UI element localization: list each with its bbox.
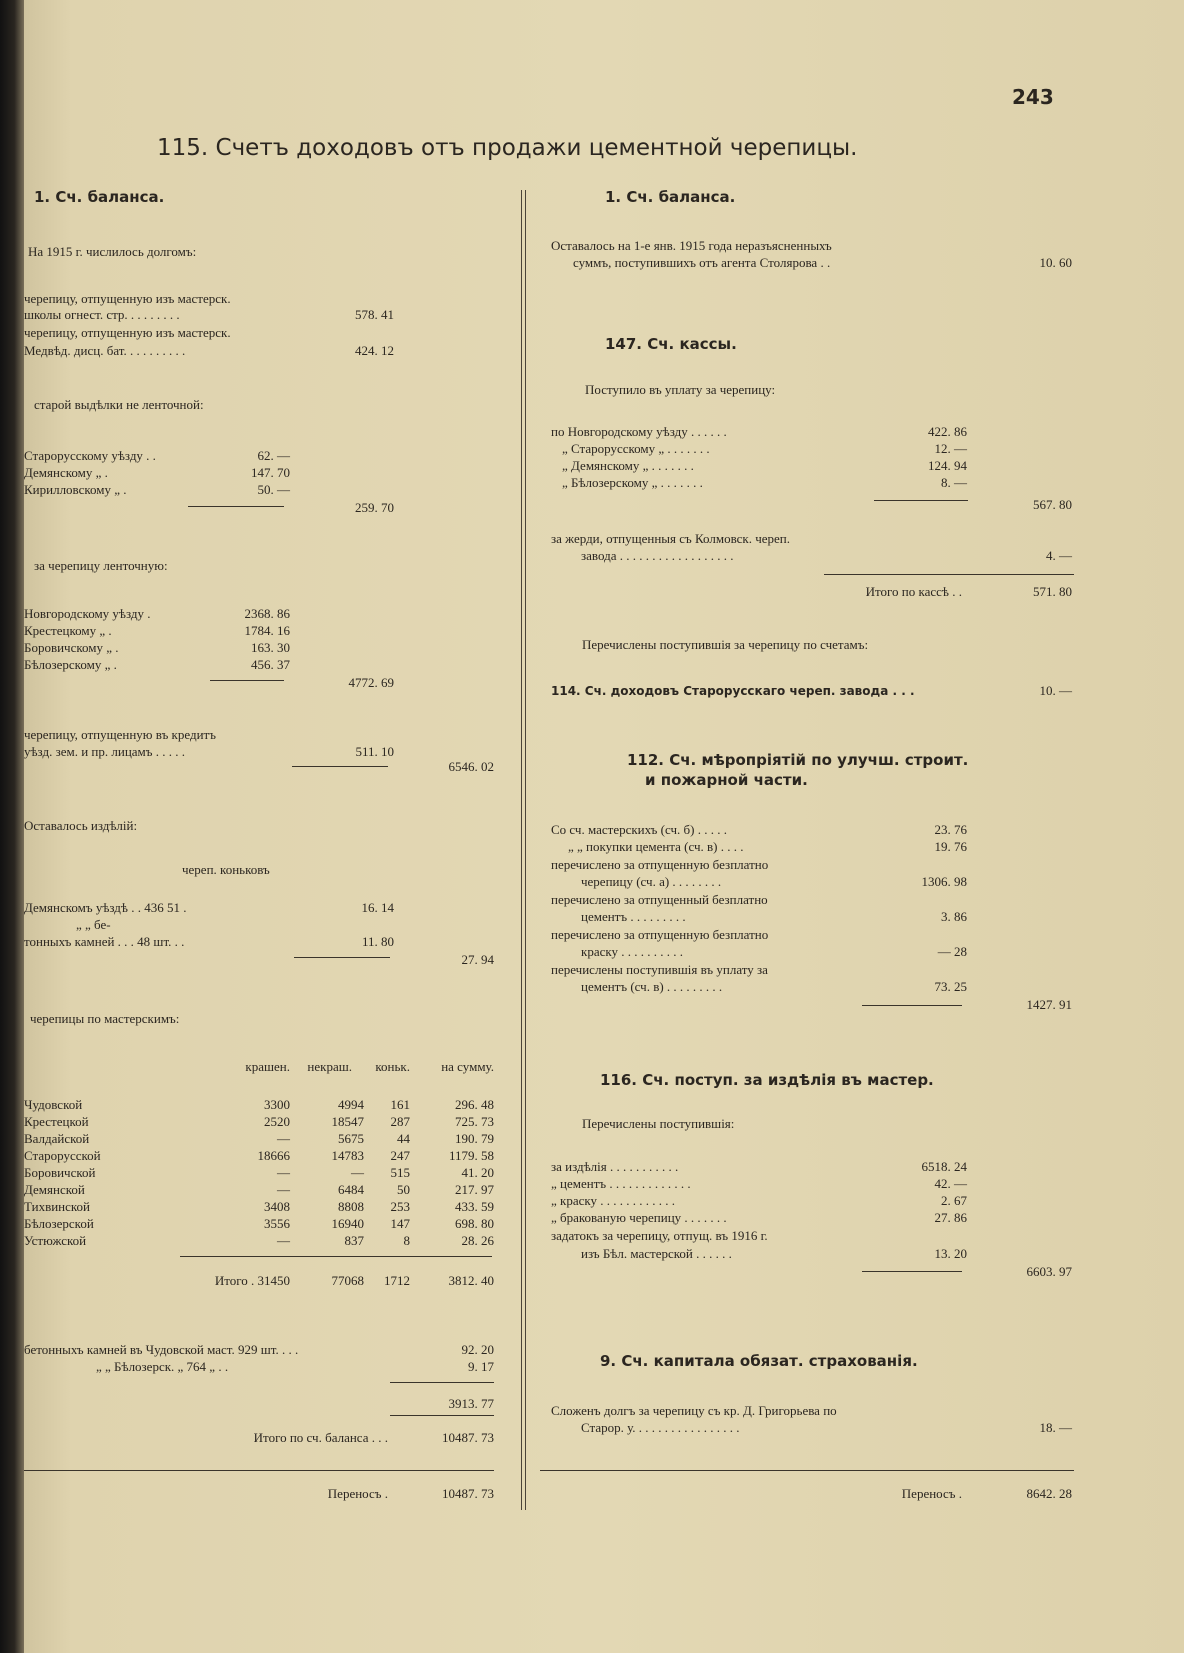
right-line: 114. Сч. доходовъ Старорусскаго череп. завода . . . [551,684,915,698]
table-row-name: Тихвинской [24,1199,91,1214]
right-value: 12. — [934,441,967,456]
table-cell: 28. 26 [461,1233,494,1248]
table-cell: — [351,1165,364,1180]
right-value: 73. 25 [934,979,967,994]
sum-rule [292,766,388,767]
table-cell: 287 [390,1114,410,1129]
left-line: Кирилловскому „ . [24,482,127,497]
right-section-header: 112. Сч. мѣропріятій по улучш. строит. [627,751,969,769]
subsection-heading: черепицы по мастерскимъ: [30,1011,180,1026]
right-line: цементъ . . . . . . . . . [581,909,686,924]
table-cell: 725. 73 [455,1114,494,1129]
right-line: цементъ (сч. в) . . . . . . . . . [581,979,723,994]
table-cell: 44 [397,1131,410,1146]
right-line: „ цементъ . . . . . . . . . . . . . [551,1176,691,1191]
left-total: 27. 94 [461,952,494,967]
right-total: 6603. 97 [1026,1264,1072,1279]
right-value: 422. 86 [928,424,967,439]
right-value: 18. — [1039,1420,1072,1435]
left-section-header: 1. Сч. баланса. [34,188,165,206]
table-row-name: Боровичской [24,1165,96,1180]
column-headings: череп. коньковъ [182,862,270,877]
table-row-name: Демянской [24,1182,85,1197]
sum-rule [390,1382,494,1383]
carry-value: 8642. 28 [1026,1486,1072,1501]
left-line: Боровичскому „ . [24,640,119,655]
right-value: 3. 86 [941,909,967,924]
subsection-heading: Оставалось издѣлій: [24,818,138,833]
right-line: „ Демянскому „ . . . . . . . [562,458,694,473]
left-value: 11. 80 [361,934,394,949]
sum-rule [862,1005,962,1006]
sum-rule [210,680,284,681]
right-value: 4. — [1046,548,1072,563]
table-cell: 18547 [331,1114,364,1129]
sum-rule [824,574,1074,575]
right-value: 13. 20 [934,1246,967,1261]
right-line: „ Бѣлозерскому „ . . . . . . . [562,475,703,490]
right-section-header: и пожарной части. [645,771,808,789]
left-value: 2368. 86 [244,606,290,621]
left-line: Старорусскому уѣзду . . [24,448,156,463]
carry-value: 10487. 73 [442,1486,494,1501]
left-line: Демянскомъ уѣздѣ . . 436 51 . [24,900,187,915]
right-value: 2. 67 [941,1193,967,1208]
right-line: перечислено за отпущенную безплатно [551,927,769,942]
table-header: на сумму. [441,1059,494,1074]
table-cell: 8 [403,1233,410,1248]
left-value: 456. 37 [251,657,290,672]
right-line: Со сч. мастерскихъ (сч. б) . . . . . [551,822,727,837]
table-cell: 515 [390,1165,410,1180]
left-line: „ „ бе- [76,917,111,932]
table-cell: 5675 [338,1131,364,1146]
right-line: завода . . . . . . . . . . . . . . . . . . [581,548,734,563]
table-cell: 1179. 58 [448,1148,494,1163]
table-cell: 16940 [331,1216,364,1231]
right-intro: Перечислены поступившія за черепицу по счетамъ: [582,637,869,652]
left-value: 511. 10 [355,744,394,759]
table-row-name: Старорусской [24,1148,101,1163]
table-cell: 296. 48 [455,1097,494,1112]
left-line: черепицу, отпущенную изъ мастерск. [24,291,231,306]
carry-label: Переносъ . [901,1486,962,1501]
left-subtotal: 4772. 69 [348,675,394,690]
table-cell: 433. 59 [455,1199,494,1214]
left-line: школы огнест. стр. . . . . . . . . [24,307,180,322]
left-value: 9. 17 [468,1359,494,1374]
table-cell: 190. 79 [455,1131,494,1146]
left-value: 50. — [257,482,290,497]
sum-rule [294,957,390,958]
right-value: 10. — [1039,683,1072,698]
table-cell: — [277,1131,290,1146]
table-cell: — [277,1182,290,1197]
balance-total-label: Итого по сч. баланса . . . [253,1430,388,1445]
table-cell: 247 [390,1148,410,1163]
table-cell: 837 [344,1233,364,1248]
column-divider [521,190,522,1510]
table-total-cell: 1712 [384,1273,410,1288]
right-subtotal: 567. 80 [1033,497,1072,512]
table-cell: 50 [397,1182,410,1197]
table-cell: — [277,1165,290,1180]
left-value: 92. 20 [461,1342,494,1357]
right-line: „ Старорусскому „ . . . . . . . [562,441,710,456]
right-value: 8. — [941,475,967,490]
right-line: за издѣлія . . . . . . . . . . . [551,1159,679,1174]
left-value: 16. 14 [361,900,394,915]
intro-text: На 1915 г. числилось долгомъ: [28,244,197,259]
sum-rule [874,500,968,501]
right-section-header: 116. Сч. поступ. за издѣлія въ мастер. [600,1071,934,1089]
right-line: Сложенъ долгъ за черепицу съ кр. Д. Григорьева по [551,1403,837,1418]
carry-rule [24,1470,494,1471]
right-line: суммъ, поступившихъ отъ агента Столярова . . [573,255,831,270]
table-row-name: Валдайской [24,1131,90,1146]
left-line: черепицу, отпущенную въ кредитъ [24,727,216,742]
table-total-cell: 77068 [331,1273,364,1288]
left-line: уѣзд. зем. и пр. лицамъ . . . . . [24,744,185,759]
left-line: Медвѣд. дисц. бат. . . . . . . . . . [24,343,186,358]
right-line: „ краску . . . . . . . . . . . . [551,1193,676,1208]
table-cell: 161 [390,1097,410,1112]
table-total-cell: Итого . 31450 [214,1273,290,1288]
table-cell: 14783 [331,1148,364,1163]
left-line: Новгородскому уѣзду . [24,606,151,621]
right-line: перечислены поступившія въ уплату за [551,962,768,977]
right-value: 23. 76 [934,822,967,837]
left-value: 147. 70 [251,465,290,480]
table-header: некраш. [307,1059,352,1074]
page-title: 115. Счетъ доходовъ отъ продажи цементной черепицы. [157,135,858,161]
table-row-name: Устюжской [24,1233,87,1248]
right-line: изъ Бѣл. мастерской . . . . . . [581,1246,732,1261]
carry-rule [540,1470,1074,1471]
left-value: 578. 41 [355,307,394,322]
right-line: Оставалось на 1-е янв. 1915 года неразъясненныхъ [551,238,832,253]
left-line: „ „ Бѣлозерск. „ 764 „ . . [96,1359,229,1374]
left-total: 3913. 77 [448,1396,494,1411]
book-spine [0,0,24,1653]
table-cell: 3300 [264,1097,290,1112]
table-cell: 2520 [264,1114,290,1129]
table-row-name: Чудовской [24,1097,83,1112]
right-value: 27. 86 [934,1210,967,1225]
table-cell: 698. 80 [455,1216,494,1231]
left-line: Бѣлозерскому „ . [24,657,117,672]
right-section-header: 9. Сч. капитала обязат. страхованія. [600,1352,918,1370]
right-line: „ бракованую черепицу . . . . . . . [551,1210,727,1225]
left-line: Крестецкому „ . [24,623,112,638]
table-header: коньк. [375,1059,410,1074]
right-intro: Перечислены поступившія: [582,1116,735,1131]
left-subtotal: 259. 70 [355,500,394,515]
right-line: Старор. у. . . . . . . . . . . . . . . . . [581,1420,740,1435]
left-value: 424. 12 [355,343,394,358]
left-line: тонныхъ камней . . . 48 шт. . . [24,934,185,949]
left-line: черепицу, отпущенную изъ мастерск. [24,325,231,340]
sum-rule [390,1415,494,1416]
table-header: крашен. [245,1059,290,1074]
right-value: 10. 60 [1039,255,1072,270]
table-cell: 18666 [257,1148,290,1163]
left-line: Демянскому „ . [24,465,108,480]
table-cell: 3408 [264,1199,290,1214]
left-value: 1784. 16 [244,623,290,638]
right-value: 124. 94 [928,458,967,473]
right-value: 1306. 98 [921,874,967,889]
sum-rule [188,506,284,507]
right-line: краску . . . . . . . . . . [581,944,683,959]
right-value: 6518. 24 [921,1159,967,1174]
page-number: 243 [1012,85,1054,109]
right-intro: Поступило въ уплату за черепицу: [585,382,776,397]
table-cell: 8808 [338,1199,364,1214]
right-line: задатокъ за черепицу, отпущ. въ 1916 г. [551,1228,768,1243]
balance-total-value: 10487. 73 [442,1430,494,1445]
right-line: „ „ покупки цемента (сч. в) . . . . [568,839,744,854]
carry-label: Переносъ . [327,1486,388,1501]
left-total: 6546. 02 [448,759,494,774]
table-row-name: Крестецкой [24,1114,89,1129]
right-value: 19. 76 [934,839,967,854]
table-cell: 3556 [264,1216,290,1231]
right-section-header: 1. Сч. баланса. [605,188,736,206]
sum-rule [862,1271,962,1272]
left-value: 62. — [257,448,290,463]
table-total-cell: 3812. 40 [448,1273,494,1288]
table-rule [180,1256,492,1257]
right-value: 42. — [934,1176,967,1191]
right-line: перечислено за отпущенный безплатно [551,892,768,907]
table-cell: 217. 97 [455,1182,494,1197]
right-section-header: 147. Сч. кассы. [605,335,737,353]
left-line: бетонныхъ камней въ Чудовской маст. 929 шт. . . . [24,1342,299,1357]
table-cell: 41. 20 [461,1165,494,1180]
right-line: перечислено за отпущенную безплатно [551,857,769,872]
right-line: за жерди, отпущенныя съ Колмовск. череп. [551,531,791,546]
table-row-name: Бѣлозерской [24,1216,94,1231]
table-cell: 147 [390,1216,410,1231]
table-cell: 6484 [338,1182,364,1197]
cash-total-label: Итого по кассѣ . . [865,584,962,599]
right-total: 1427. 91 [1026,997,1072,1012]
subsection-heading: за черепицу ленточную: [34,558,168,573]
table-cell: 4994 [338,1097,364,1112]
cash-total-value: 571. 80 [1033,584,1072,599]
column-divider-2 [525,190,526,1510]
right-value: — 28 [937,944,967,959]
subsection-heading: старой выдѣлки не ленточной: [34,397,204,412]
table-cell: 253 [390,1199,410,1214]
left-value: 163. 30 [251,640,290,655]
table-cell: — [277,1233,290,1248]
right-line: по Новгородскому уѣзду . . . . . . [551,424,727,439]
right-line: черепицу (сч. а) . . . . . . . . [581,874,722,889]
